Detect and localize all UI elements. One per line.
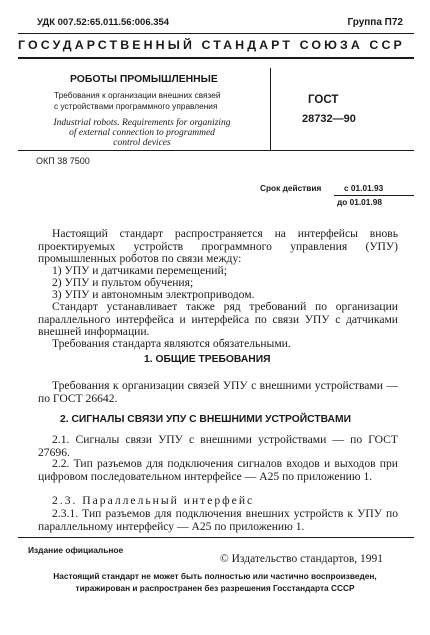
standard-subtitle-en [42, 118, 242, 148]
intro-paragraph: Настоящий стандарт распространяется на интерфейсы вновь проектируемых устройств программного управления (УПУ) промышленных роботов по связи между: [38, 227, 398, 266]
gost-number: 28732—90 [302, 113, 356, 125]
title-bottom-rule [18, 150, 414, 151]
validity-to: до 01.01.98 [337, 197, 382, 207]
en-line-3: control devices [113, 138, 171, 148]
mandatory-paragraph: Требования стандарта являются обязательными. [52, 337, 291, 350]
list-item-2: 2) УПУ и пультом обучения; [52, 276, 194, 289]
en-line-2: of external connection to programmed [69, 128, 215, 138]
validity-label: Срок действия [260, 183, 322, 193]
gost-label: ГОСТ [308, 94, 339, 106]
clause-2-3-1: 2.3.1. Тип разъемов для подключения внешних устройств к УПУ по параллельному интерфейсу — А25 по приложению 1. [38, 507, 398, 533]
subtitle-line-1: Требования к организации внешних связей [54, 90, 221, 100]
standard-title: РОБОТЫ ПРОМЫШЛЕННЫЕ [70, 74, 218, 85]
reproduction-notice [20, 570, 410, 594]
section-1-text: Требования к организации связей УПУ с внешними устройствами — по ГОСТ 26642. [38, 379, 398, 405]
edition-label: Издание официальное [28, 545, 124, 555]
en-line-1: Industrial robots. Requirements for organizing [53, 118, 231, 128]
subtitle-line-2: с устройствами программного управления [54, 101, 218, 111]
validity-from: с 01.01.93 [344, 183, 384, 193]
udk-code: УДК 007.52:65.011.56:006.354 [37, 17, 170, 28]
notice-line-1: Настоящий стандарт не может быть полностью или частично воспроизведен, [53, 571, 377, 581]
standard-subtitle-ru [54, 90, 220, 112]
agency-rule [18, 57, 414, 59]
title-divider [270, 68, 271, 150]
scope-paragraph: Стандарт устанавливает также ряд требований по организации параллельного интерфейса и интерфейса по связи УПУ с датчиками внешней информации. [38, 300, 398, 339]
clause-2-1: 2.1. Сигналы связи УПУ с внешними устройствами — по ГОСТ 27696. [38, 433, 398, 459]
clause-2-2: 2.2. Тип разъемов для подключения сигналов входов и выходов при цифровом последовательном интерфейсе — А25 по приложению 1. [38, 457, 398, 483]
group-code: Группа П72 [347, 17, 403, 28]
top-rule [18, 33, 414, 34]
okp-code: ОКП 38 7500 [36, 156, 90, 166]
agency-title: ГОСУДАРСТВЕННЫЙ СТАНДАРТ СОЮЗА ССР [18, 38, 405, 52]
section-2-heading: 2. СИГНАЛЫ СВЯЗИ УПУ С ВНЕШНИМИ УСТРОЙСТВАМИ [60, 414, 351, 425]
notice-line-2: тиражирован и распространен без разрешения Госстандарта СССР [75, 583, 355, 593]
list-item-1: 1) УПУ и датчиками перемещений; [52, 264, 227, 277]
section-1-heading: 1. ОБЩИЕ ТРЕБОВАНИЯ [144, 354, 271, 365]
footer-rule [18, 537, 414, 538]
list-item-3: 3) УПУ и автономным электроприводом. [52, 288, 255, 301]
clause-2-3: 2.3. Параллельный интерфейс [52, 494, 255, 507]
copyright: © Издательство стандартов, 1991 [220, 553, 384, 565]
validity-rule [334, 195, 414, 196]
